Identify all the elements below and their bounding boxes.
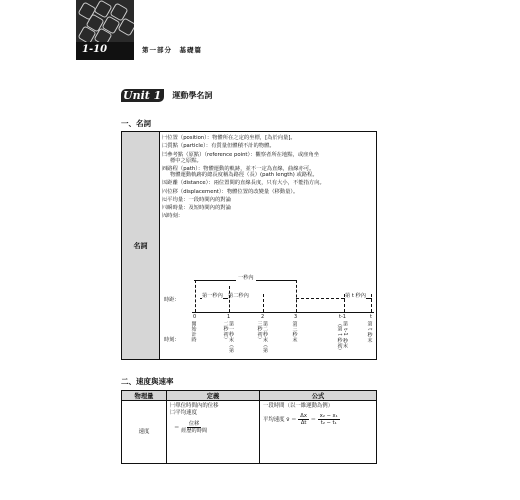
velocity-table — [121, 390, 377, 464]
term-reference-point-line1: ㈢參考點（原點）（reference point）：觀察者所在地點，或座角坐 — [162, 151, 320, 158]
tick-guide-2 — [263, 294, 264, 312]
formula-line-2 — [263, 413, 373, 426]
unit-badge: Unit 1 — [121, 89, 164, 102]
time-axis — [192, 312, 374, 313]
nth-sec-label: 第 t 秒內 — [345, 293, 366, 299]
tick-label-1: 1 — [227, 314, 231, 320]
tick-label-3: 3 — [294, 314, 298, 320]
definition-denominator: 經歷的時間 — [181, 428, 208, 434]
tick-label-0: 0 — [193, 314, 197, 320]
tick-label-2: 2 — [261, 314, 265, 320]
terms-list — [162, 135, 376, 222]
first-sec-label: 第一秒內 — [202, 293, 223, 299]
velocity-definition-cell — [167, 401, 260, 464]
time-timeline-diagram — [164, 272, 374, 358]
unit-title: 運動學名詞 — [172, 91, 213, 100]
timeline-instant-label: 時刻： — [164, 337, 180, 343]
velocity-row-label: 速度 — [122, 401, 167, 464]
formula-frac-delta-num: Δx — [300, 413, 307, 419]
tick-guide-0 — [195, 280, 196, 312]
tick-note-3: 第三秒末 — [291, 321, 298, 343]
term-path — [162, 166, 376, 178]
col-header-definition: 定義 — [167, 391, 260, 401]
unit-title-block — [121, 89, 212, 102]
gap-dash-line — [296, 298, 344, 299]
formula-frac-delta — [298, 413, 309, 426]
term-position: ㈠位置（position）：物體所在之定的坐標，[為於向量]。 — [162, 135, 296, 141]
formula-frac-diff-num: x₂ − x₁ — [319, 413, 338, 419]
section-heading-velocity: 二、速度與速率 — [121, 377, 174, 386]
term-average: ㈦平均量：一段時間內的對論 — [162, 196, 231, 203]
definition-line-3 — [170, 421, 256, 434]
breadcrumb: 第一部分 基礎篇 — [142, 46, 202, 54]
col-header-formula: 公式 — [260, 391, 377, 401]
formula-prefix: 平均速度 v̄ ＝ — [263, 417, 297, 423]
page-number: 1-10 — [82, 44, 108, 55]
definition-numerator: 位移 — [188, 421, 200, 427]
term-time: ㈨時刻： — [162, 213, 184, 220]
velocity-table-header-row — [122, 391, 377, 401]
timeline-duration-label: 時距： — [164, 297, 180, 303]
col-header-quantity: 物理量 — [122, 391, 167, 401]
tick-label-5: t — [370, 314, 372, 320]
definition-line-1: ㈠單位時間內的位移 — [170, 403, 219, 409]
tick-note-5: 第 t 秒末 — [366, 321, 373, 343]
definition-equals: ＝ — [174, 425, 180, 431]
term-instantaneous: ㈧瞬時量：及短時間內的對論 — [162, 205, 231, 212]
tick-note-1: 第一秒末（第二秒初） — [222, 321, 234, 353]
velocity-formula-cell — [260, 401, 377, 464]
tick-guide-3 — [296, 280, 297, 312]
terms-row-label: 名詞 — [122, 132, 160, 359]
formula-equals: ＝ — [310, 417, 317, 423]
definition-fraction — [181, 421, 207, 434]
definition-line-2: ㈡平均速度 — [170, 410, 197, 416]
tick-guide-1 — [229, 286, 230, 312]
tick-note-2: 第二秒末（第三秒初） — [256, 321, 268, 353]
term-displacement: ㈥位移（displacement）：物體位置的改變量（移動量）。 — [162, 188, 299, 195]
section-heading-terms: 一、名詞 — [121, 119, 151, 128]
formula-frac-delta-den: Δt — [300, 420, 307, 426]
term-path-line2: 物體運動軌跡的總長度稱為路徑（長）(path length) 或路程。 — [170, 172, 318, 179]
velocity-table-row — [122, 401, 377, 464]
term-particle: ㈡質點（particle）：有質量但體積不計的物體。 — [162, 143, 275, 150]
top-span-label: 一秒內 — [238, 275, 254, 281]
formula-frac-diff-den: t₂ − t₁ — [320, 420, 337, 426]
tick-label-4: t-1 — [339, 314, 346, 320]
term-reference-point-line2: 標中之原點。 — [170, 157, 202, 164]
tick-note-4: 第 t-1 秒末（第 t 秒初） — [336, 321, 348, 354]
tick-guide-4 — [344, 294, 345, 312]
second-sec-label: 第二秒內 — [228, 293, 249, 299]
tick-guide-5 — [371, 294, 372, 312]
term-reference-point — [162, 152, 376, 164]
formula-frac-diff — [318, 413, 340, 426]
term-path-line1: ㈣路程（path）：物體運動的軌跡，並不一定為直線，曲線亦可。 — [162, 165, 315, 172]
terms-table — [121, 131, 377, 360]
term-distance: ㈤距離（distance）：兩位置間的直線長度，只有大小，不能指方向。 — [162, 180, 325, 187]
formula-line-1: 一段時間（以一維運動為例） — [263, 403, 334, 409]
tick-note-0: 開始計時 — [190, 321, 197, 343]
